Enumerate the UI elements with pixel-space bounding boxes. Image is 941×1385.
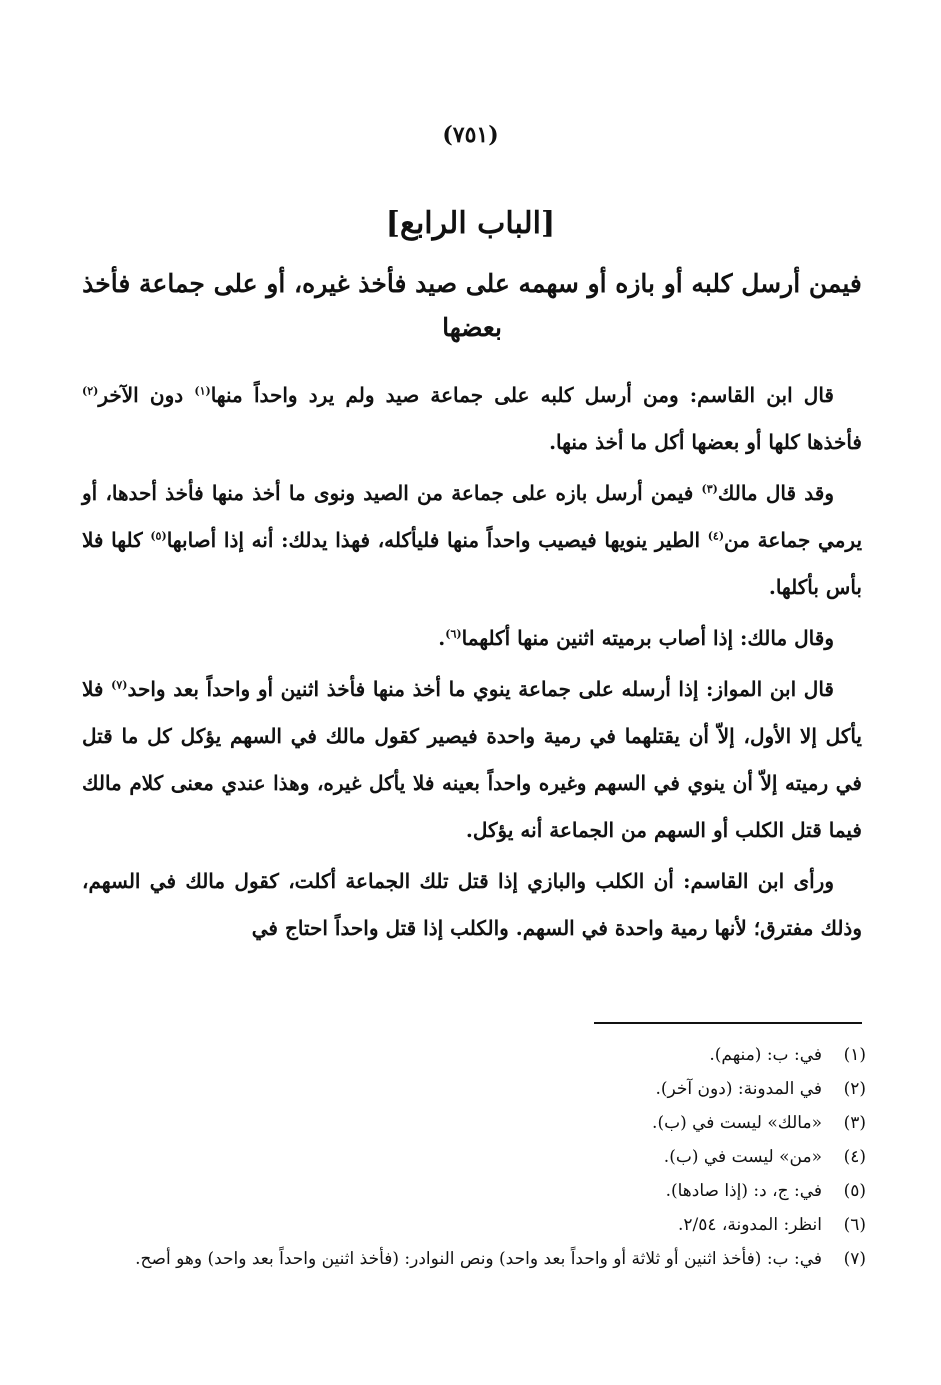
paragraph [82, 372, 862, 466]
paragraph [82, 858, 862, 952]
text-run: دون الآخر [98, 383, 195, 407]
footnote-number: (٥) [843, 1181, 866, 1201]
footnote-ref: (٦) [445, 627, 462, 641]
footnote-ref: (٧) [111, 678, 128, 692]
footnote-ref: (٢) [82, 384, 99, 398]
page-number: (٧٥١) [442, 122, 499, 148]
text-run: وقد قال مالك [717, 481, 834, 505]
footnote-text: في المدونة: (دون آخر). [655, 1079, 822, 1099]
chapter-title: [الباب الرابع] [385, 206, 556, 241]
footnote-text: انظر: المدونة، ٢/٥٤. [677, 1215, 822, 1235]
footnote-number: (١) [843, 1045, 866, 1065]
footnote [100, 1208, 866, 1242]
footnote-number: (٣) [843, 1113, 866, 1133]
text-run: كلها فلا بأس بأكلها. [82, 528, 862, 599]
footnote-text: «مالك» ليست في (ب). [652, 1113, 822, 1133]
footnote-text: في: ب: (فأخذ اثنين أو ثلاثة أو واحداً بعد واحد) ونص النوادر: (فأخذ اثنين واحداً بعد واحد) وهو أصح. [135, 1249, 822, 1269]
footnote [100, 1242, 866, 1276]
chapter-subtitle: فيمن أرسل كلبه أو بازه أو سهمه على صيد فأخذ غيره، أو على جماعة فأخذ بعضها [82, 269, 862, 342]
footnote-number: (٦) [843, 1215, 866, 1235]
body-text [82, 372, 862, 956]
text-run: قال ابن القاسم: ومن أرسل كلبه على جماعة صيد ولم يرد واحداً منها [210, 383, 834, 407]
footnote-ref: (٣) [701, 482, 718, 496]
text-run: وقال مالك: إذا أصاب برميته اثنين منها أكلهما [461, 626, 834, 650]
footnote-number: (٧) [843, 1249, 866, 1269]
text-run: قال ابن المواز: إذا أرسله على جماعة ينوي ما أخذ منها فأخذ اثنين أو واحداً بعد واحد [127, 677, 834, 701]
paragraph [82, 666, 862, 854]
paragraph [82, 470, 862, 611]
footnote-divider [594, 1022, 862, 1024]
footnote-text: في: ب: (منهم). [709, 1045, 822, 1065]
footnote-text: «من» ليست في (ب). [663, 1147, 822, 1167]
footnote-number: (٢) [843, 1079, 866, 1099]
text-run: فأخذها كلها أو بعضها أكل ما أخذ منها. [549, 430, 862, 454]
footnote [100, 1038, 866, 1072]
footnote [100, 1174, 866, 1208]
paragraph [82, 615, 862, 662]
footnote [100, 1140, 866, 1174]
footnote-number: (٤) [843, 1147, 866, 1167]
footnote [100, 1072, 866, 1106]
footnote-text: في: ج، د: (إذا صادها). [665, 1181, 822, 1201]
footnote-ref: (٥) [150, 529, 167, 543]
text-run: فيمن أرسل بازه على جماعة من الصيد ونوى ما أخذ منها فأخذ أحدها، أو يرمي جماعة من [82, 481, 863, 552]
footnotes [100, 1038, 866, 1276]
text-run: ورأى ابن القاسم: أن الكلب والبازي إذا قتل تلك الجماعة أكلت، كقول مالك في السهم، وذلك مفترق؛ لأنها رمية واحدة في السهم. والكلب إذا قتل واحداً احتاج في [82, 869, 862, 940]
footnote-ref: (١) [194, 384, 211, 398]
footnote [100, 1106, 866, 1140]
text-run: . [438, 626, 446, 650]
text-run: الطير ينويها فيصيب واحداً منها فليأكله، فهذا يدلك: أنه إذا أصابها [166, 528, 708, 552]
text-run: فلا يأكل إلا الأول، إلاّ أن يقتلهما في رمية واحدة فيصير كقول مالك في السهم يؤكل كل ما قتل في رميته إلاّ أن ينوي في السهم وغيره واحداً بعينه فلا يأكل غيره، وهذا عندي معنى كلام مالك فيما قتل الكلب أو السهم من الجماعة أنه يؤكل. [82, 677, 862, 842]
footnote-ref: (٤) [707, 529, 725, 543]
